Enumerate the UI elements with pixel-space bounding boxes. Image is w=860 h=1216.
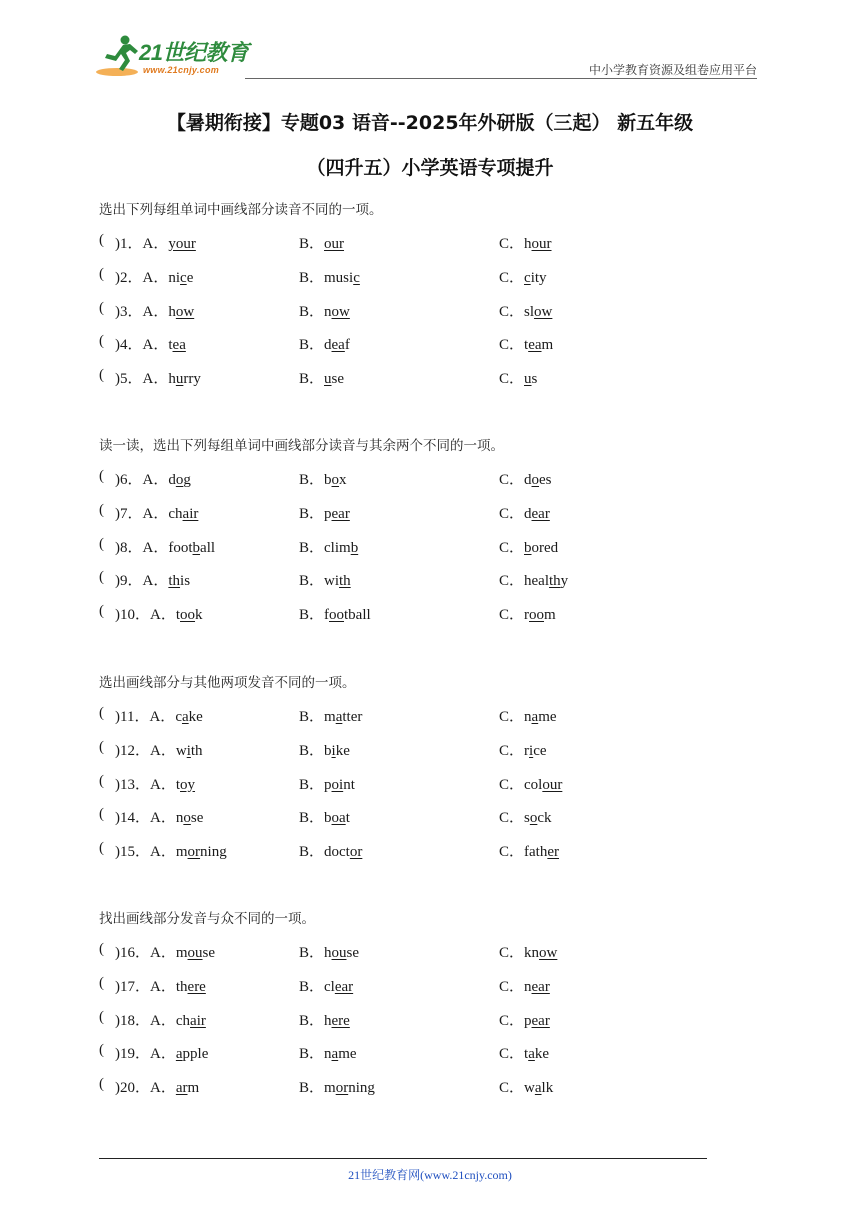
option-word: rice xyxy=(524,742,547,759)
underlined-part: ear xyxy=(531,505,550,522)
option-word: dog xyxy=(168,472,191,488)
option-word: team xyxy=(524,337,554,354)
underlined-part: air xyxy=(190,1012,206,1029)
option-a: A．cake xyxy=(149,709,203,725)
option-c: C．team xyxy=(499,337,554,354)
underlined-part: b xyxy=(350,539,359,556)
option-word: slow xyxy=(524,303,553,320)
option-word: mouse xyxy=(175,945,216,961)
question-row xyxy=(99,502,799,524)
underlined-part: u xyxy=(524,371,532,388)
underlined-part: b xyxy=(524,539,532,556)
option-a: A．this xyxy=(142,573,191,590)
question-number: )1．A．your xyxy=(115,236,196,252)
logo-url: www.21cnjy.com xyxy=(143,65,220,75)
underlined-part: o xyxy=(331,472,340,488)
answer-blank[interactable]: ( xyxy=(99,1042,104,1059)
answer-blank[interactable]: ( xyxy=(99,535,104,552)
option-c: C．name xyxy=(499,709,557,725)
question-number: )11．A．cake xyxy=(115,709,203,725)
underlined-part: a xyxy=(331,1046,339,1063)
underlined-part: a xyxy=(181,709,189,725)
option-word: city xyxy=(524,269,547,286)
question-number: )4．A．tea xyxy=(115,337,186,354)
option-a: A．hurry xyxy=(142,371,201,388)
question-row xyxy=(99,468,799,490)
underlined-part: ere xyxy=(187,978,206,995)
option-word: music xyxy=(324,269,360,286)
question-number: )18．A．chair xyxy=(115,1012,206,1029)
question-number: )10．A．took xyxy=(115,607,203,624)
option-b: B．point xyxy=(299,776,355,793)
option-b: B．football xyxy=(299,607,371,624)
underlined-part: our xyxy=(542,776,563,793)
option-word: room xyxy=(524,607,556,624)
option-word: took xyxy=(175,607,203,624)
option-word: nose xyxy=(175,810,204,827)
option-word: dear xyxy=(524,505,550,522)
option-c: C．colour xyxy=(499,776,563,793)
section-instruction: 找出画线部分发音与众不同的一项。 xyxy=(99,911,315,927)
answer-blank[interactable]: ( xyxy=(99,705,104,721)
underlined-part: oo xyxy=(529,607,545,624)
underlined-part: th xyxy=(168,573,181,590)
option-word: morning xyxy=(324,1080,375,1097)
option-word: box xyxy=(324,472,347,488)
option-a: A．chair xyxy=(150,1012,206,1029)
option-word: chair xyxy=(168,505,199,522)
option-b: B．house xyxy=(299,945,360,961)
answer-blank[interactable]: ( xyxy=(99,941,104,957)
option-c: C．sock xyxy=(499,810,552,827)
question-row xyxy=(99,232,799,254)
answer-blank[interactable]: ( xyxy=(99,367,104,384)
option-a: A．chair xyxy=(142,505,199,522)
answer-blank[interactable]: ( xyxy=(99,232,104,248)
underlined-part: th xyxy=(339,573,351,590)
underlined-part: oo xyxy=(329,607,345,624)
question-number: )2．A．nice xyxy=(115,269,194,286)
option-b: B．deaf xyxy=(299,337,350,354)
underlined-part: ear xyxy=(331,505,350,522)
option-c: C．slow xyxy=(499,303,553,320)
option-c: C．room xyxy=(499,607,556,624)
underlined-part: oi xyxy=(331,776,344,793)
underlined-part: ere xyxy=(331,1012,350,1029)
option-word: sock xyxy=(524,810,552,827)
answer-blank[interactable]: ( xyxy=(99,299,104,316)
answer-blank[interactable]: ( xyxy=(99,1076,104,1093)
option-c: C．know xyxy=(499,945,558,961)
underlined-part: a xyxy=(528,1046,535,1063)
question-row xyxy=(99,1076,799,1098)
option-word: take xyxy=(524,1046,550,1063)
answer-blank[interactable]: ( xyxy=(99,840,104,857)
question-row xyxy=(99,975,799,997)
answer-blank[interactable]: ( xyxy=(99,501,104,518)
underlined-part: ear xyxy=(334,978,354,995)
option-c: C．healthy xyxy=(499,573,569,590)
option-b: B．use xyxy=(299,371,345,388)
underlined-part: oy xyxy=(180,776,196,793)
option-word: doctor xyxy=(324,844,363,861)
option-b: B．music xyxy=(299,269,360,286)
option-word: house xyxy=(324,945,360,961)
option-a: A．with xyxy=(150,742,203,759)
option-word: this xyxy=(168,573,191,590)
question-number: )20．A．arm xyxy=(115,1080,200,1097)
question-row xyxy=(99,941,799,963)
option-c: C．bored xyxy=(499,539,559,556)
option-b: B．here xyxy=(299,1012,350,1029)
option-word: climb xyxy=(324,539,359,556)
option-word xyxy=(168,236,196,252)
option-word: hurry xyxy=(168,371,201,388)
header-tagline: 中小学教育资源及组卷应用平台 xyxy=(588,63,757,77)
underlined-part: ow xyxy=(539,945,558,961)
option-b: B．bike xyxy=(299,742,350,759)
option-word: healthy xyxy=(524,573,569,590)
underlined-part: u xyxy=(324,371,332,388)
option-a: A．your xyxy=(142,236,196,252)
option-word: hour xyxy=(524,236,552,252)
option-c: C．walk xyxy=(499,1080,554,1097)
underlined-part: ow xyxy=(175,303,195,320)
option-word: nice xyxy=(168,269,194,286)
option-a: A．tea xyxy=(142,337,186,354)
question-row xyxy=(99,266,799,288)
underlined-part: c xyxy=(180,269,187,286)
underlined-part: oo xyxy=(180,607,196,624)
question-number: )8．A．football xyxy=(115,539,216,556)
option-word: football xyxy=(168,539,216,556)
question-row xyxy=(99,300,799,322)
option-c: C．hour xyxy=(499,236,552,252)
option-a: A．mouse xyxy=(150,945,216,961)
answer-blank[interactable]: ( xyxy=(99,806,104,823)
section-instruction: 读一读，选出下列每组单词中画线部分读音与其余两个不同的一项。 xyxy=(99,438,504,454)
option-word: near xyxy=(524,978,550,995)
underlined-part: ea xyxy=(528,337,542,354)
option-word: arm xyxy=(175,1080,200,1097)
question-row xyxy=(99,569,799,591)
underlined-part: c xyxy=(353,269,360,286)
underlined-part: or xyxy=(187,844,201,861)
underlined-part: o xyxy=(175,472,184,488)
underlined-part: ou xyxy=(187,945,203,961)
footer-rule xyxy=(99,1158,707,1159)
option-word: here xyxy=(324,1012,350,1029)
answer-blank[interactable]: ( xyxy=(99,738,104,755)
underlined-part: th xyxy=(549,573,561,590)
underlined-part: i xyxy=(186,742,191,759)
question-row xyxy=(99,773,799,795)
answer-blank[interactable]: ( xyxy=(99,265,104,282)
option-c: C．father xyxy=(499,844,559,861)
section-instruction: 选出下列每组单词中画线部分读音不同的一项。 xyxy=(99,202,383,218)
option-word: pear xyxy=(524,1012,550,1029)
option-b: B．with xyxy=(299,573,351,590)
question-row xyxy=(99,333,799,355)
option-c: C．pear xyxy=(499,1012,550,1029)
option-c: C．does xyxy=(499,472,552,488)
question-number: )6．A．dog xyxy=(115,472,191,488)
option-word: apple xyxy=(175,1046,209,1063)
option-word: with xyxy=(324,573,351,590)
underlined-part: i xyxy=(331,742,336,759)
question-row xyxy=(99,1009,799,1031)
option-word: us xyxy=(524,371,538,388)
option-word: pear xyxy=(324,505,350,522)
option-word: now xyxy=(324,303,350,320)
option-a: A．arm xyxy=(150,1080,200,1097)
option-c: C．take xyxy=(499,1046,550,1063)
underlined-part: o xyxy=(183,810,191,827)
question-number: )5．A．hurry xyxy=(115,371,201,388)
answer-blank[interactable]: ( xyxy=(99,468,104,484)
option-word: football xyxy=(324,607,371,624)
option-a: A．morning xyxy=(150,844,227,861)
underlined-part: a xyxy=(335,709,343,725)
answer-blank[interactable]: ( xyxy=(99,772,104,789)
section-instruction: 选出画线部分与其他两项发音不同的一项。 xyxy=(99,675,356,691)
page-footer: 21世纪教育网(www.21cnjy.com) xyxy=(348,1168,512,1182)
option-b: B．matter xyxy=(299,709,363,725)
option-a: A．dog xyxy=(142,472,191,488)
option-b: B．morning xyxy=(299,1080,375,1097)
option-word: deaf xyxy=(324,337,350,354)
question-row xyxy=(99,367,799,389)
option-word: father xyxy=(524,844,559,861)
question-row xyxy=(99,603,799,625)
option-word xyxy=(324,236,344,252)
underlined-part: ow xyxy=(534,303,553,320)
underlined-part: a xyxy=(175,1046,183,1063)
question-number: )14．A．nose xyxy=(115,810,204,827)
underlined-part: or xyxy=(349,844,363,861)
question-number: )19．A．apple xyxy=(115,1046,209,1063)
logo-text: 21世纪教育 xyxy=(139,40,249,65)
option-word: clear xyxy=(324,978,354,995)
underlined-part: a xyxy=(531,709,539,725)
option-word: chair xyxy=(175,1012,206,1029)
question-number: )3．A．how xyxy=(115,303,195,320)
question-row xyxy=(99,705,799,727)
underlined-part: ear xyxy=(531,1012,550,1029)
option-a: A．how xyxy=(142,303,195,320)
option-b: B．our xyxy=(299,236,345,252)
option-a: A．toy xyxy=(150,776,196,793)
option-word: name xyxy=(324,1046,357,1063)
underlined-part: b xyxy=(192,539,201,556)
underlined-part: ear xyxy=(531,978,550,995)
underlined-part: c xyxy=(524,269,531,286)
header-rule xyxy=(245,78,757,79)
option-a: A．there xyxy=(150,978,206,995)
answer-blank[interactable]: ( xyxy=(99,1008,104,1025)
question-number: )17．A．there xyxy=(115,978,206,995)
underlined-part: our xyxy=(531,236,552,252)
underlined-part: your xyxy=(168,236,196,252)
option-a: A．nose xyxy=(150,810,204,827)
underlined-part: ow xyxy=(331,303,350,320)
question-number: )12．A．with xyxy=(115,742,203,759)
underlined-part: air xyxy=(182,505,199,522)
underlined-part: ea xyxy=(331,337,345,354)
option-word: walk xyxy=(524,1080,554,1097)
underlined-part: ou xyxy=(331,945,347,961)
underlined-part: or xyxy=(335,1080,349,1097)
question-row xyxy=(99,1042,799,1064)
underlined-part: o xyxy=(531,472,540,488)
option-word: toy xyxy=(175,776,196,793)
question-number: )7．A．chair xyxy=(115,505,199,522)
underlined-part: er xyxy=(547,844,559,861)
option-word: boat xyxy=(324,810,350,827)
question-row xyxy=(99,806,799,828)
option-b: B．box xyxy=(299,472,347,488)
option-b: B．name xyxy=(299,1046,357,1063)
question-number: )15．A．morning xyxy=(115,844,227,861)
option-b: B．now xyxy=(299,303,350,320)
answer-blank[interactable]: ( xyxy=(99,603,104,620)
option-b: B．pear xyxy=(299,505,350,522)
option-c: C．us xyxy=(499,371,538,388)
option-word: with xyxy=(175,742,203,759)
option-word: use xyxy=(324,371,345,388)
underlined-part: oa xyxy=(331,810,346,827)
answer-blank[interactable]: ( xyxy=(99,569,104,586)
option-b: B．clear xyxy=(299,978,354,995)
option-word: bored xyxy=(524,539,559,556)
option-word: tea xyxy=(168,337,186,354)
option-a: A．apple xyxy=(150,1046,209,1063)
option-word: colour xyxy=(524,776,563,793)
document-title-line-1: 【暑期衔接】专题03 语音--2025年外研版（三起） 新五年级 xyxy=(166,112,694,134)
underlined-part: ar xyxy=(175,1080,188,1097)
logo xyxy=(95,34,265,78)
option-a: A．took xyxy=(150,607,203,624)
option-word: does xyxy=(524,472,552,488)
underlined-part: our xyxy=(324,236,345,252)
underlined-part: i xyxy=(529,742,534,759)
option-a: A．football xyxy=(142,539,216,556)
question-number: )9．A．this xyxy=(115,573,191,590)
answer-blank[interactable]: ( xyxy=(99,974,104,991)
question-row xyxy=(99,840,799,862)
option-word: there xyxy=(175,978,206,995)
option-b: B．doctor xyxy=(299,844,363,861)
option-word: know xyxy=(524,945,558,961)
option-word: cake xyxy=(175,709,203,725)
option-word: how xyxy=(168,303,195,320)
question-row xyxy=(99,536,799,558)
option-c: C．rice xyxy=(499,742,547,759)
page-header xyxy=(95,28,757,80)
option-b: B．boat xyxy=(299,810,350,827)
underlined-part: u xyxy=(175,371,184,388)
runner-logo-icon xyxy=(95,34,141,78)
question-number: )13．A．toy xyxy=(115,776,196,793)
underlined-part: o xyxy=(529,810,538,827)
question-row xyxy=(99,739,799,761)
option-word: name xyxy=(524,709,557,725)
option-word: bike xyxy=(324,742,350,759)
option-c: C．city xyxy=(499,269,547,286)
answer-blank[interactable]: ( xyxy=(99,333,104,350)
option-c: C．dear xyxy=(499,505,550,522)
underlined-part: a xyxy=(534,1080,542,1097)
underlined-part: ea xyxy=(172,337,186,354)
option-word: point xyxy=(324,776,355,793)
question-number: )16．A．mouse xyxy=(115,945,216,961)
document-title-line-2: （四升五）小学英语专项提升 xyxy=(306,157,554,179)
option-c: C．near xyxy=(499,978,550,995)
option-b: B．climb xyxy=(299,539,359,556)
option-word: morning xyxy=(175,844,227,861)
option-a: A．nice xyxy=(142,269,194,286)
option-word: matter xyxy=(324,709,363,725)
